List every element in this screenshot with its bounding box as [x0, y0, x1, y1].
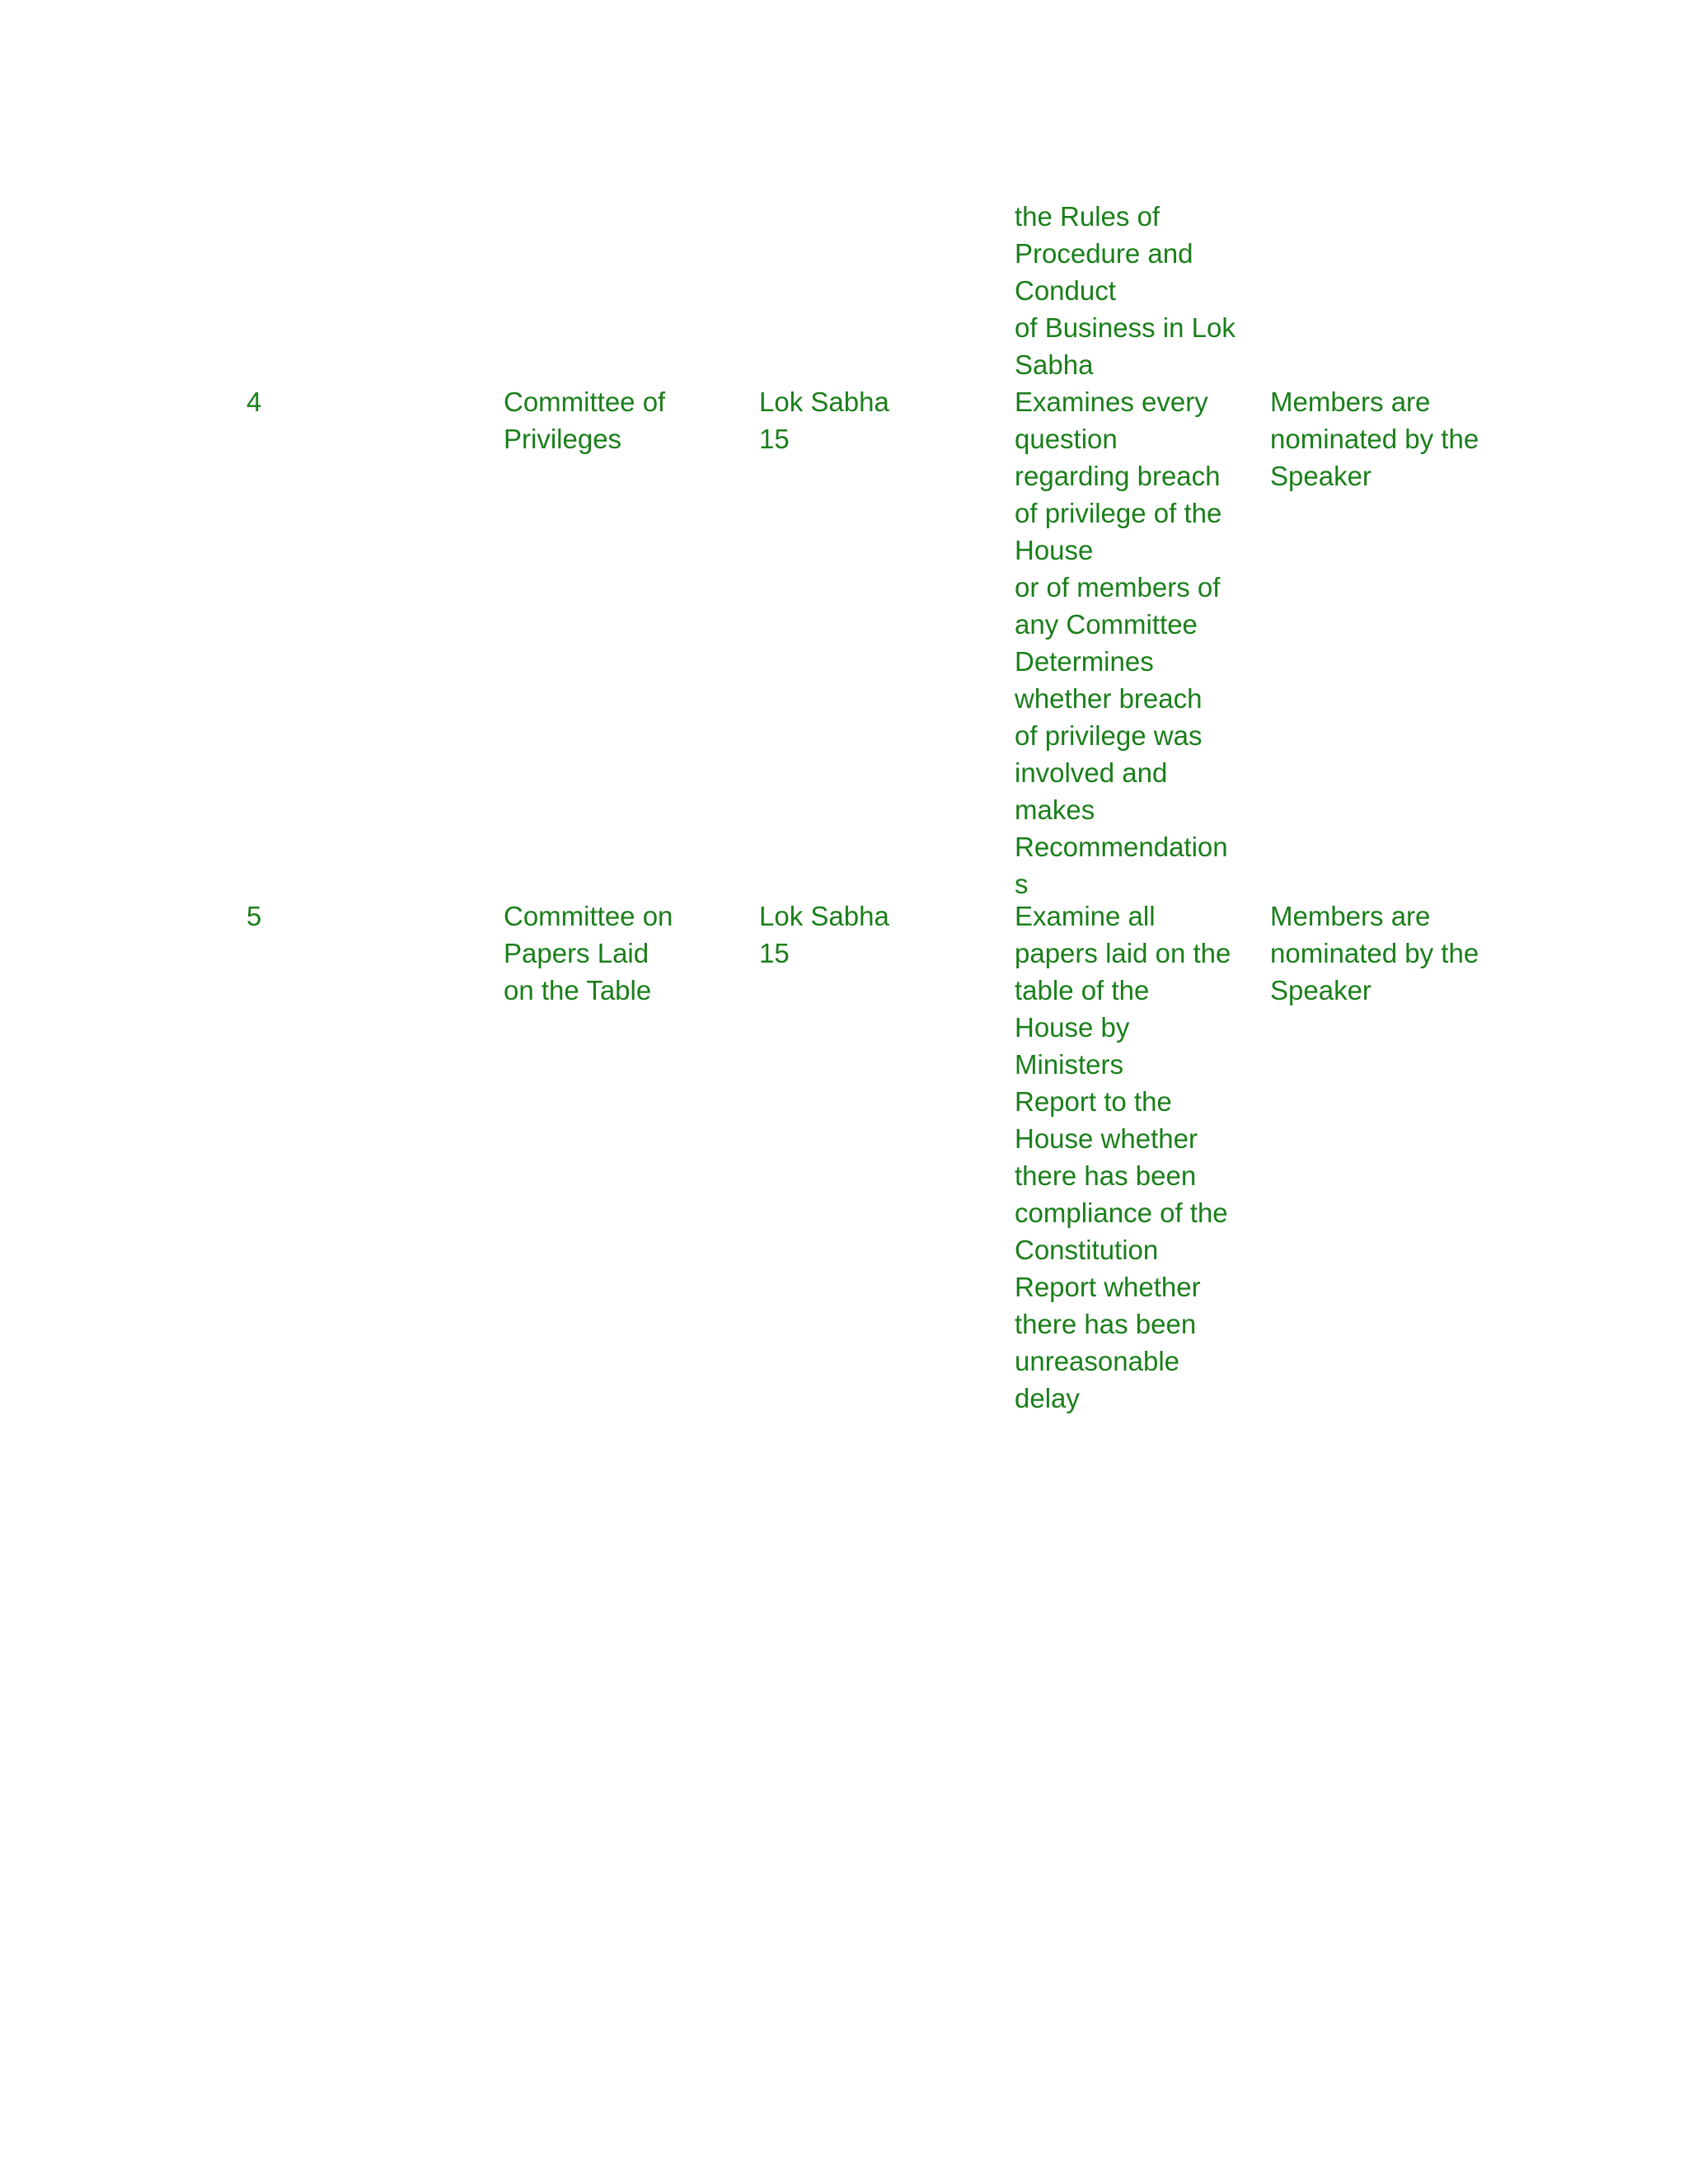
- row-number: 4: [246, 387, 262, 417]
- committee-function: Examines every question regarding breach of privilege of the House or of members of any Committee Determines whether breach of privilege was involved and makes Recommendation s: [1015, 387, 1228, 899]
- appointment-method: Members are nominated by the Speaker: [1270, 387, 1479, 491]
- appointment-method: Members are nominated by the Speaker: [1270, 901, 1479, 1005]
- committee-name: Committee of Privileges: [504, 387, 666, 454]
- house-strength: Lok Sabha 15: [759, 901, 889, 968]
- row-number: 5: [246, 901, 262, 931]
- committee-name: Committee on Papers Laid on the Table: [504, 901, 673, 1005]
- function-continuation-text: the Rules of Procedure and Conduct of Business in Lok Sabha: [1015, 201, 1236, 380]
- committee-function: Examine all papers laid on the table of the House by Ministers Report to the House whether there has been compliance of the Constitution Report whether there has been unreasonable delay: [1015, 901, 1231, 1413]
- house-strength: Lok Sabha 15: [759, 387, 889, 454]
